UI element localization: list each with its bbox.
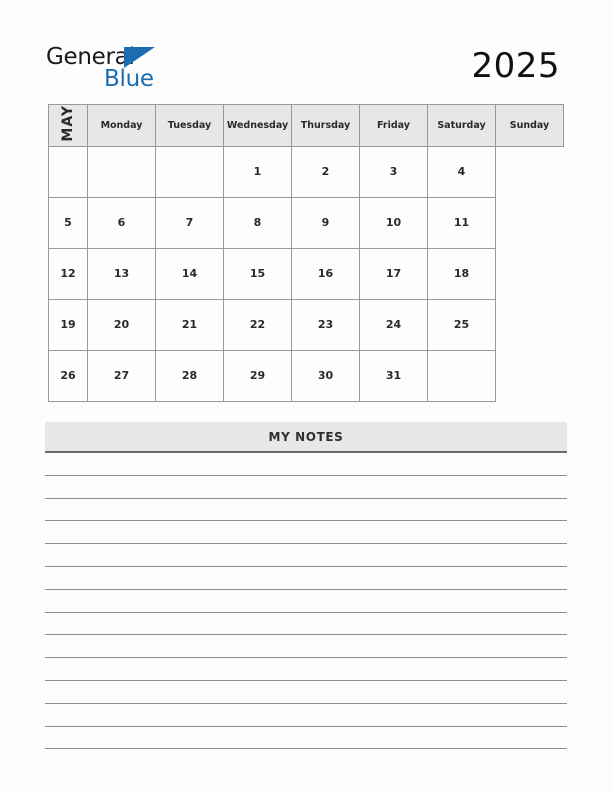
note-line[interactable] bbox=[45, 544, 567, 567]
note-line[interactable] bbox=[45, 658, 567, 681]
note-line[interactable] bbox=[45, 476, 567, 499]
blue-triangle-icon bbox=[124, 47, 155, 68]
day-cell[interactable] bbox=[156, 146, 224, 197]
day-cell[interactable]: 10 bbox=[360, 197, 428, 248]
weekday-header-wednesday: Wednesday bbox=[224, 105, 292, 147]
day-cell[interactable]: 7 bbox=[156, 197, 224, 248]
calendar-week-row bbox=[49, 197, 564, 248]
note-line[interactable] bbox=[45, 453, 567, 476]
day-cell[interactable]: 27 bbox=[88, 350, 156, 401]
day-cell[interactable]: 31 bbox=[360, 350, 428, 401]
day-cell[interactable]: 21 bbox=[156, 299, 224, 350]
day-cell[interactable]: 20 bbox=[88, 299, 156, 350]
day-cell[interactable]: 28 bbox=[156, 350, 224, 401]
day-cell[interactable]: 12 bbox=[49, 248, 88, 299]
weekday-header-thursday: Thursday bbox=[292, 105, 360, 147]
notes-header bbox=[45, 422, 567, 453]
month-label: MAY bbox=[60, 105, 76, 142]
month-label-cell bbox=[49, 105, 88, 147]
weekday-header-friday: Friday bbox=[360, 105, 428, 147]
day-cell[interactable]: 26 bbox=[49, 350, 88, 401]
calendar-table bbox=[48, 104, 564, 402]
calendar-body bbox=[49, 146, 564, 401]
day-cell[interactable]: 19 bbox=[49, 299, 88, 350]
weekday-header-saturday: Saturday bbox=[428, 105, 496, 147]
day-cell[interactable]: 23 bbox=[292, 299, 360, 350]
day-cell[interactable]: 13 bbox=[88, 248, 156, 299]
day-cell[interactable] bbox=[49, 146, 88, 197]
day-cell[interactable]: 17 bbox=[360, 248, 428, 299]
notes-title: MY NOTES bbox=[268, 429, 344, 444]
day-cell[interactable]: 9 bbox=[292, 197, 360, 248]
calendar-week-row bbox=[49, 248, 564, 299]
day-cell[interactable]: 25 bbox=[428, 299, 496, 350]
day-cell[interactable] bbox=[88, 146, 156, 197]
calendar-head bbox=[49, 105, 564, 147]
weekday-header-monday: Monday bbox=[88, 105, 156, 147]
brand-logo bbox=[46, 44, 246, 94]
note-line[interactable] bbox=[45, 613, 567, 636]
brand-name-blue: Blue bbox=[104, 66, 154, 92]
day-cell[interactable]: 24 bbox=[360, 299, 428, 350]
day-cell[interactable]: 15 bbox=[224, 248, 292, 299]
day-cell[interactable]: 8 bbox=[224, 197, 292, 248]
brand-name-general: General bbox=[46, 44, 135, 70]
weekday-header-sunday: Sunday bbox=[496, 105, 564, 147]
notes-lines-area[interactable] bbox=[45, 453, 567, 749]
calendar-container bbox=[48, 104, 564, 402]
calendar-week-row bbox=[49, 299, 564, 350]
day-cell[interactable]: 16 bbox=[292, 248, 360, 299]
day-cell[interactable]: 4 bbox=[428, 146, 496, 197]
note-line[interactable] bbox=[45, 727, 567, 750]
page-header bbox=[0, 0, 612, 100]
note-line[interactable] bbox=[45, 635, 567, 658]
day-cell[interactable]: 18 bbox=[428, 248, 496, 299]
calendar-week-row bbox=[49, 350, 564, 401]
day-cell[interactable]: 14 bbox=[156, 248, 224, 299]
calendar-week-row bbox=[49, 146, 564, 197]
notes-section bbox=[45, 422, 567, 749]
day-cell[interactable]: 11 bbox=[428, 197, 496, 248]
note-line[interactable] bbox=[45, 681, 567, 704]
day-cell[interactable]: 30 bbox=[292, 350, 360, 401]
day-cell[interactable]: 22 bbox=[224, 299, 292, 350]
day-cell[interactable]: 29 bbox=[224, 350, 292, 401]
calendar-header-row bbox=[49, 105, 564, 147]
calendar-year: 2025 bbox=[471, 46, 560, 86]
note-line[interactable] bbox=[45, 567, 567, 590]
weekday-header-tuesday: Tuesday bbox=[156, 105, 224, 147]
day-cell[interactable]: 1 bbox=[224, 146, 292, 197]
note-line[interactable] bbox=[45, 704, 567, 727]
day-cell[interactable]: 3 bbox=[360, 146, 428, 197]
day-cell[interactable]: 2 bbox=[292, 146, 360, 197]
note-line[interactable] bbox=[45, 499, 567, 522]
day-cell[interactable] bbox=[428, 350, 496, 401]
note-line[interactable] bbox=[45, 590, 567, 613]
note-line[interactable] bbox=[45, 521, 567, 544]
day-cell[interactable]: 5 bbox=[49, 197, 88, 248]
day-cell[interactable]: 6 bbox=[88, 197, 156, 248]
